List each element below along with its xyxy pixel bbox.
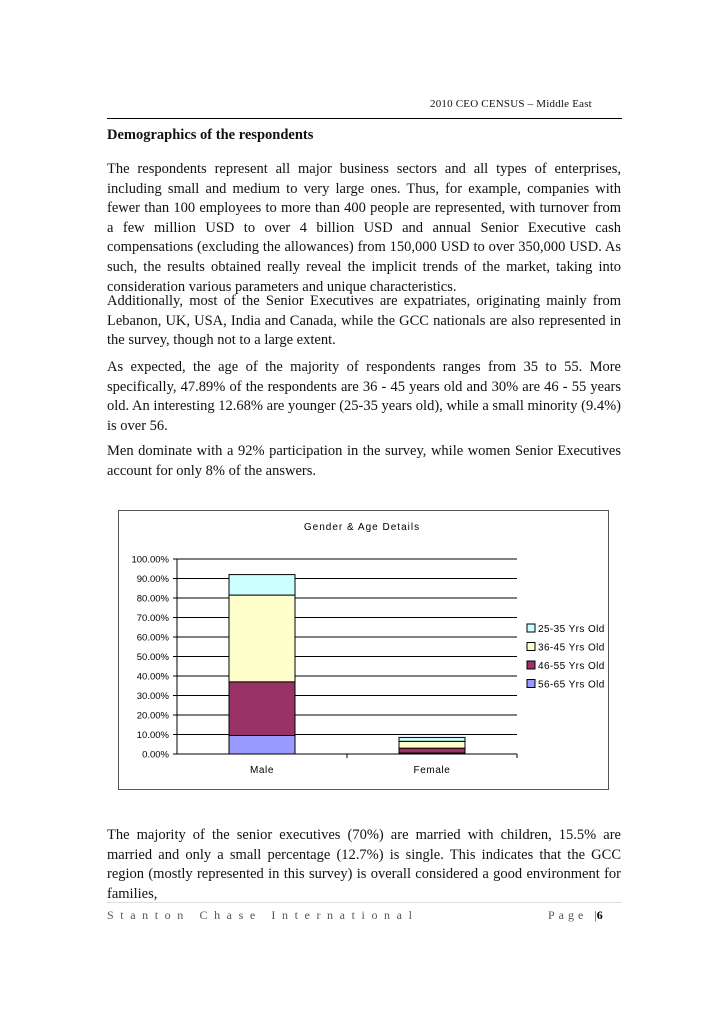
y-tick-label: 40.00%: [136, 671, 169, 683]
legend-label: 25-35 Yrs Old: [538, 624, 605, 635]
legend-label: 46-55 Yrs Old: [538, 661, 605, 672]
y-tick-label: 10.00%: [136, 730, 169, 741]
y-tick-label: 20.00%: [136, 710, 169, 722]
chart-canvas: [119, 511, 608, 789]
footer-rule: [107, 902, 622, 903]
bar-female-46-55-yrs-old: [399, 748, 465, 753]
bar-female-25-35-yrs-old: [399, 737, 465, 741]
chart-title: Gender & Age Details: [303, 522, 421, 533]
section-title: Demographics of the respondents: [107, 127, 314, 143]
paragraph-marital-status: The majority of the senior executives (70%) are married with children, 15.5% are married and only a small percentage (12.7%) is single. This indicates that the GCC region (mostly represented in this survey) is overall considered a good environment for families,: [107, 827, 621, 902]
y-tick-label: 50.00%: [136, 652, 169, 663]
y-tick-label: 90.00%: [136, 574, 169, 585]
footer-page-label: Page: [548, 908, 588, 922]
bar-male-56-65-yrs-old: [229, 735, 295, 754]
y-tick-label: 60.00%: [136, 632, 169, 644]
legend-swatch: [527, 624, 535, 632]
bar-male-46-55-yrs-old: [229, 682, 295, 736]
header-rule: [107, 118, 622, 119]
paragraph-age: As expected, the age of the majority of respondents ranges from 35 to 55. More specifically, 47.89% of the respondents are 36 - 45 years old and 30% are 46 - 55 years old. An interesting 12.68% are younger (25-35 years old), while a small minority (9.4%) is over 56.: [107, 359, 621, 434]
bar-male-36-45-yrs-old: [229, 595, 295, 682]
bar-female-36-45-yrs-old: [399, 741, 465, 748]
y-tick-label: 0.00%: [142, 749, 169, 761]
running-header: 2010 CEO CENSUS – Middle East: [430, 98, 592, 110]
legend-label: 36-45 Yrs Old: [538, 642, 605, 654]
footer-page-number: 6: [596, 908, 603, 922]
gender-age-chart: [118, 510, 609, 790]
footer-separator: |: [594, 908, 597, 922]
paragraph-respondents: The respondents represent all major business sectors and all types of enterprises, including small and medium to very large ones. Thus, for example, companies with fewer than 100 employees to more than 400 people are represented, with turnover from a few million USD to over 4 billion USD and annual Senior Executive cash compensations (excluding the allowances) from 150,000 USD to over 350,000 USD. As such, the results obtained really reveal the implicit trends of the market, taking into consideration various parameters and unique characteristics.: [107, 161, 621, 295]
legend-swatch: [527, 643, 535, 651]
y-tick-label: 30.00%: [136, 691, 169, 702]
footer-company: Stanton Chase International: [107, 908, 419, 922]
bar-male-25-35-yrs-old: [229, 575, 295, 595]
legend-swatch: [527, 680, 535, 688]
y-tick-label: 100.00%: [131, 554, 169, 566]
x-category-label: Female: [413, 765, 451, 776]
paragraph-gender: Men dominate with a 92% participation in the survey, while women Senior Executives account for only 8% of the answers.: [107, 443, 621, 479]
legend-label: 56-65 Yrs Old: [538, 679, 605, 691]
y-tick-label: 80.00%: [136, 593, 169, 605]
paragraph-expatriates: Additionally, most of the Senior Executives are expatriates, originating mainly from Lebanon, UK, USA, India and Canada, while the GCC nationals are also represented in the survey, though not to a large extent.: [107, 293, 621, 349]
y-tick-label: 70.00%: [136, 613, 169, 624]
footer-page: [548, 908, 603, 923]
x-category-label: Male: [249, 765, 275, 776]
legend-swatch: [527, 661, 535, 669]
